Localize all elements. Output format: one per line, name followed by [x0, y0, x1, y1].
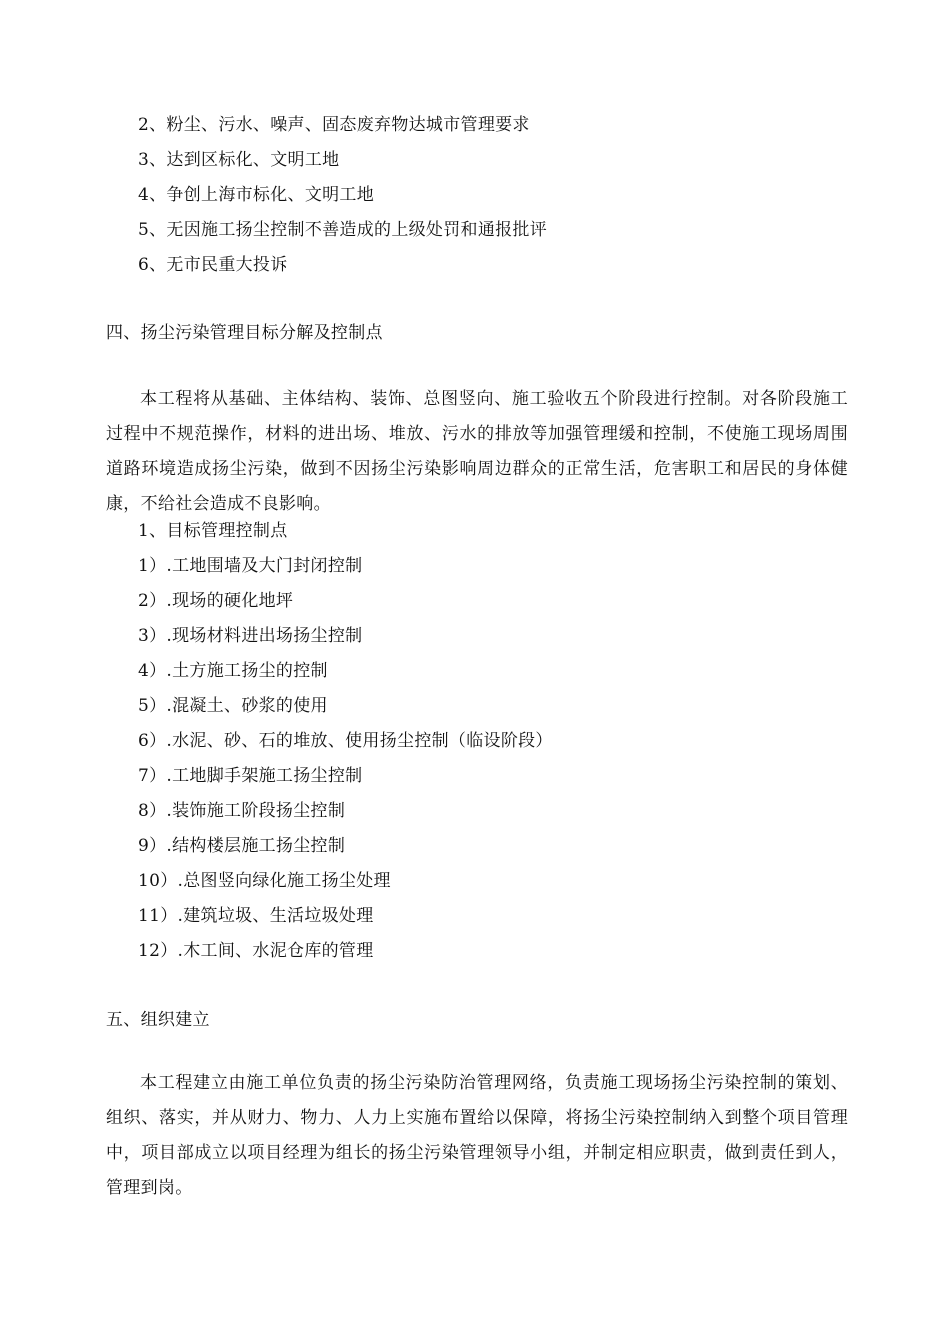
list-item: 6、无市民重大投诉	[138, 255, 288, 275]
list-item: 3）.现场材料进出场扬尘控制	[138, 626, 363, 646]
list-item: 1）.工地围墙及大门封闭控制	[138, 556, 363, 576]
list-item: 8）.装饰施工阶段扬尘控制	[138, 801, 346, 821]
section-paragraph: 本工程建立由施工单位负责的扬尘污染防治管理网络，负责施工现场扬尘污染控制的策划、组织、落实，并从财力、物力、人力上实施布置给以保障，将扬尘污染控制纳入到整个项目管理中，项目部成立以项目经理为组长的扬尘污染管理领导小组，并制定相应职责，做到责任到人，管理到岗。	[106, 1073, 848, 1198]
section-paragraph: 本工程将从基础、主体结构、装饰、总图竖向、施工验收五个阶段进行控制。对各阶段施工过程中不规范操作，材料的进出场、堆放、污水的排放等加强管理缓和控制，不使施工现场周围道路环境造成扬尘污染，做到不因扬尘污染影响周边群众的正常生活，危害职工和居民的身体健康，不给社会造成不良影响。	[106, 389, 848, 514]
section-heading: 五、组织建立	[106, 1010, 210, 1030]
list-item: 2、粉尘、污水、噪声、固态废弃物达城市管理要求	[138, 115, 530, 135]
list-item: 9）.结构楼层施工扬尘控制	[138, 836, 346, 856]
list-item: 11）.建筑垃圾、生活垃圾处理	[138, 906, 374, 926]
list-item: 3、达到区标化、文明工地	[138, 150, 340, 170]
list-item: 7）.工地脚手架施工扬尘控制	[138, 766, 363, 786]
list-item: 10）.总图竖向绿化施工扬尘处理	[138, 871, 391, 891]
section-heading: 四、扬尘污染管理目标分解及控制点	[106, 323, 383, 343]
list-item: 4）.土方施工扬尘的控制	[138, 661, 328, 681]
subheading: 1、目标管理控制点	[138, 521, 288, 541]
list-item: 5、无因施工扬尘控制不善造成的上级处罚和通报批评	[138, 220, 548, 240]
list-item: 4、争创上海市标化、文明工地	[138, 185, 375, 205]
list-item: 2）.现场的硬化地坪	[138, 591, 294, 611]
list-item: 12）.木工间、水泥仓库的管理	[138, 941, 374, 961]
list-item: 6）.水泥、砂、石的堆放、使用扬尘控制（临设阶段）	[138, 731, 553, 751]
list-item: 5）.混凝土、砂浆的使用	[138, 696, 328, 716]
